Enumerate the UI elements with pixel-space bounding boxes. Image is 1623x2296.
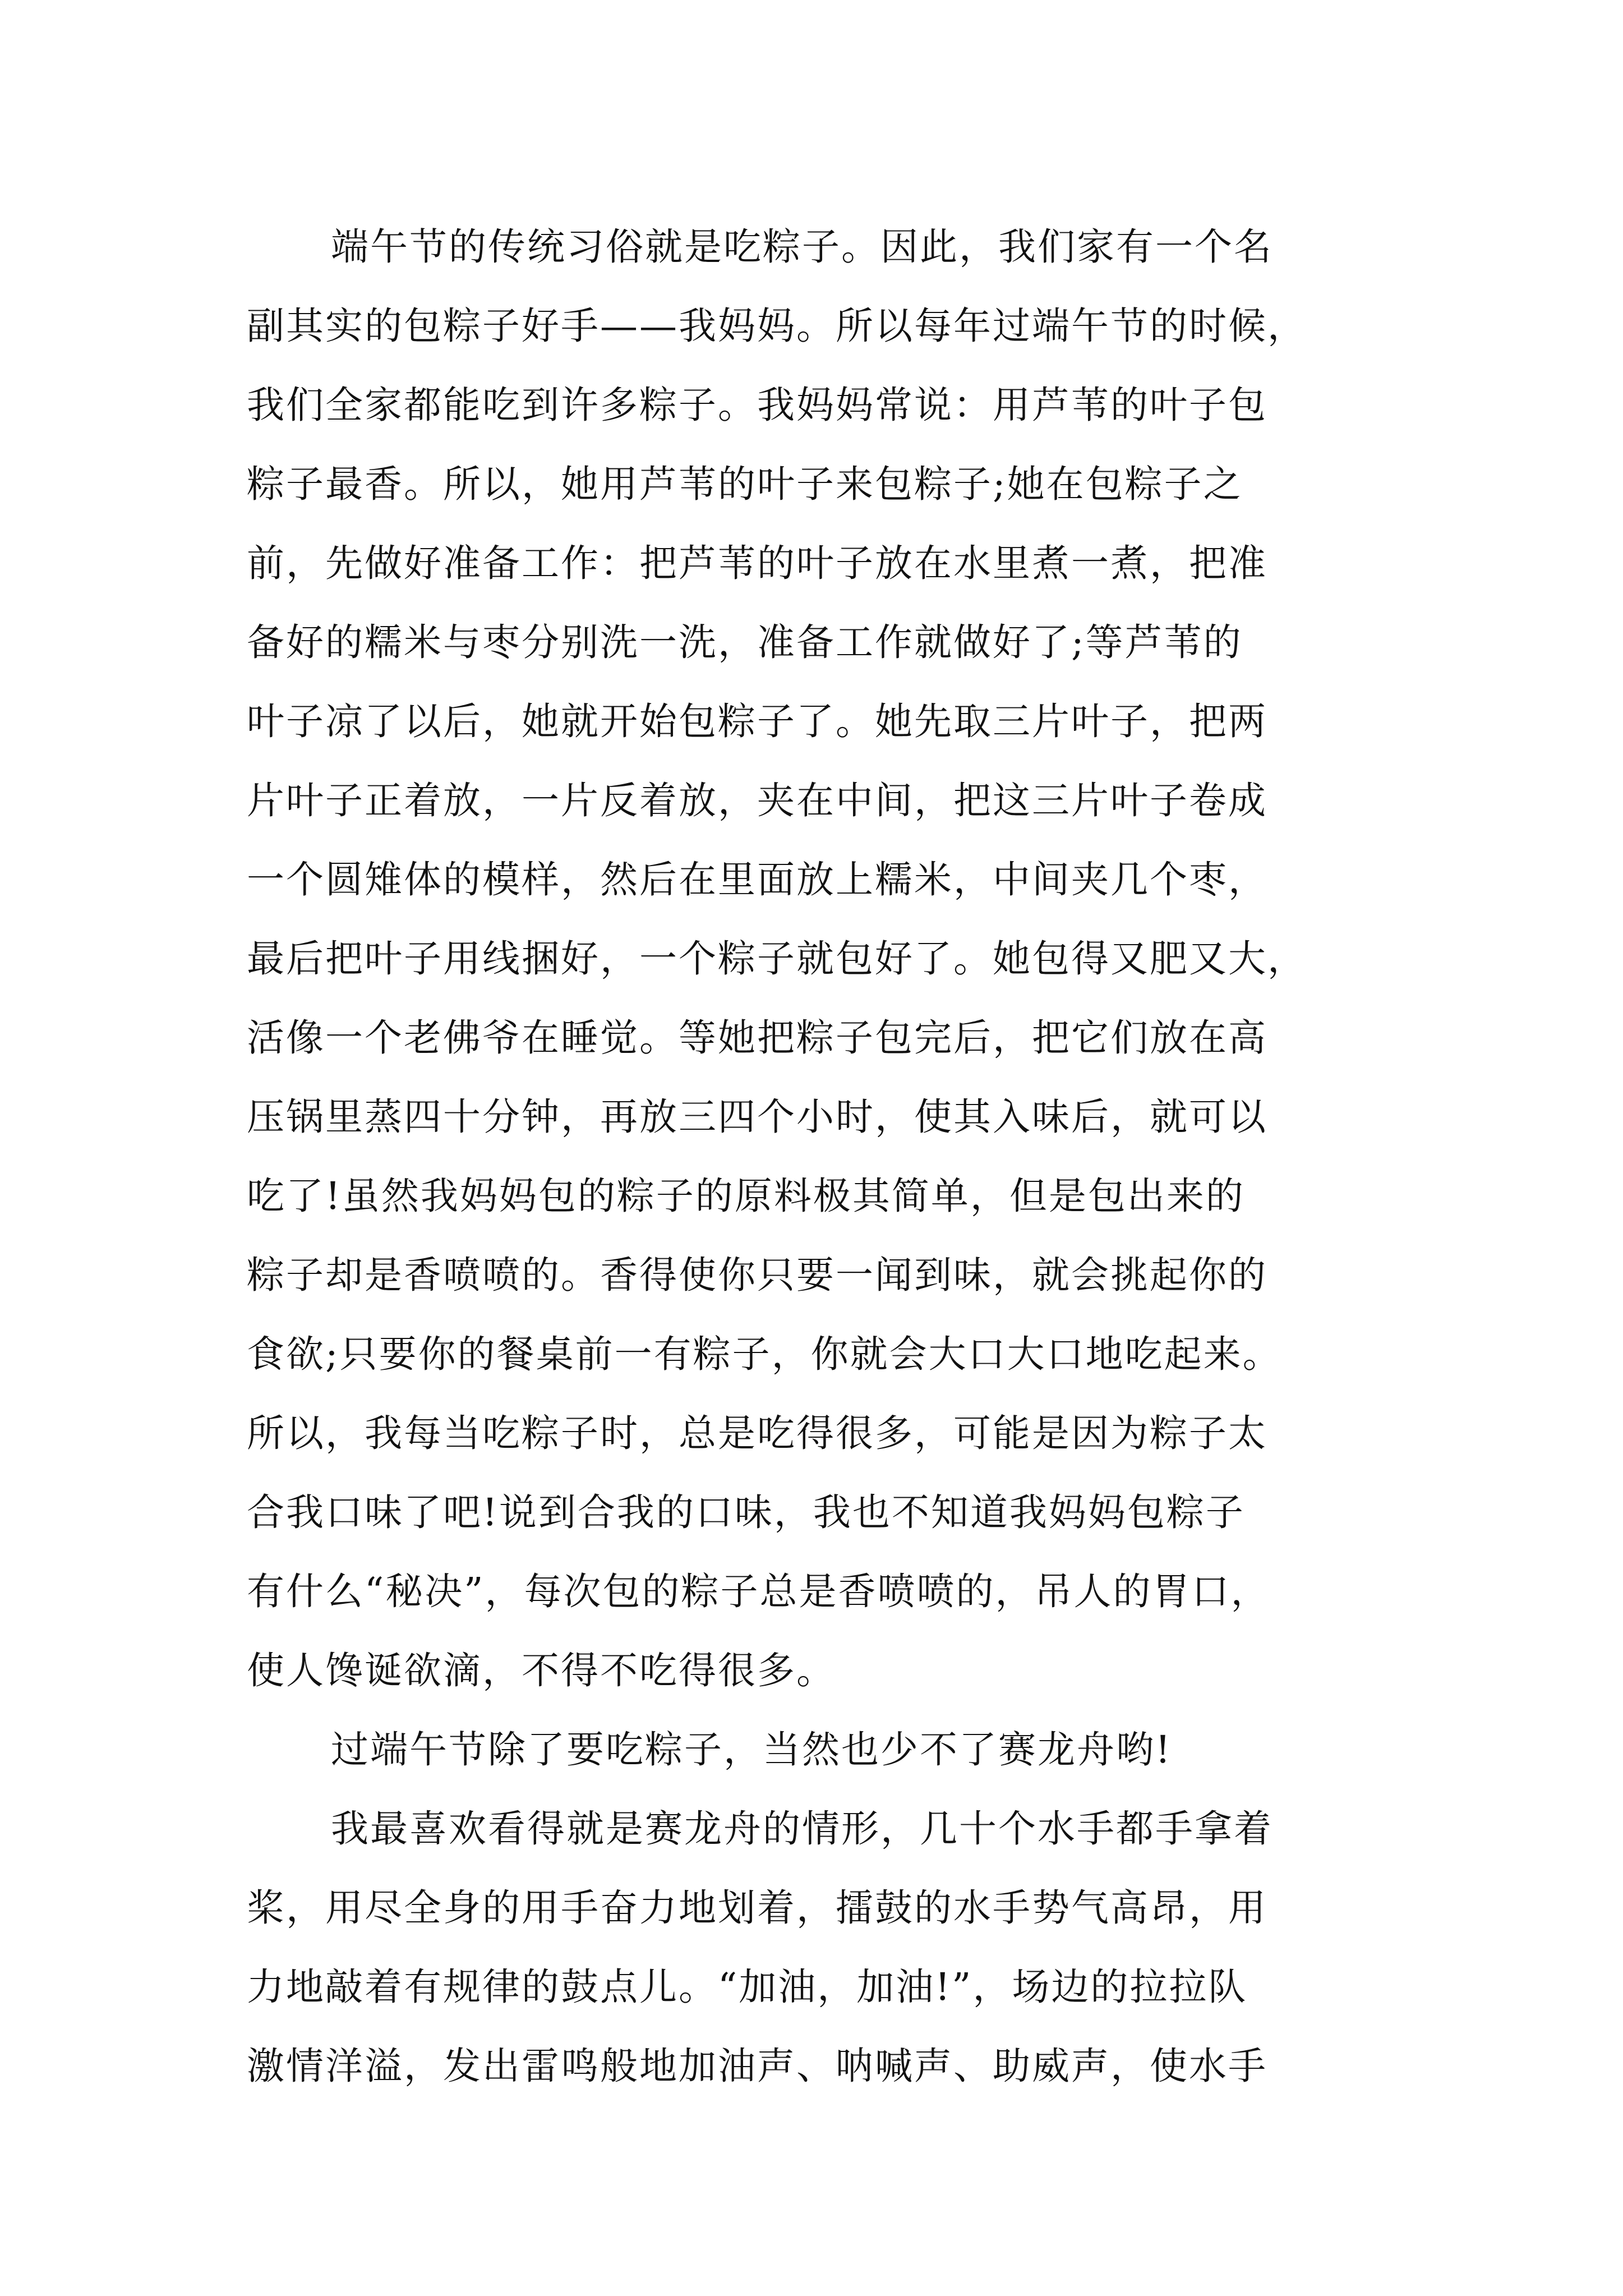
paragraph-1-line-15: 食欲;只要你的餐桌前一有粽子，你就会大口大口地吃起来。 (247, 1332, 1282, 1376)
body-text (247, 208, 1424, 2106)
paragraph-1-line-9: 一个圆雉体的模样，然后在里面放上糯米，中间夹几个枣， (247, 858, 1267, 901)
paragraph-1-line-17: 合我口味了吧!说到合我的口味，我也不知道我妈妈包粽子 (247, 1490, 1245, 1534)
paragraph-3-line-2: 桨，用尽全身的用手奋力地划着，擂鼓的水手势气高昂，用 (247, 1886, 1267, 1930)
paragraph-3-line-3: 力地敲着有规律的鼓点儿。“加油，加油!”，场边的拉拉队 (247, 1965, 1248, 2009)
paragraph-1-line-10: 最后把叶子用线捆好，一个粽子就包好了。她包得又肥又大， (247, 937, 1307, 981)
paragraph-3-line-1: 我最喜欢看得就是赛龙舟的情形，几十个水手都手拿着 (331, 1807, 1273, 1851)
paragraph-1-line-5: 前，先做好准备工作：把芦苇的叶子放在水里煮一煮，把准 (247, 541, 1267, 585)
paragraph-1-line-7: 叶子凉了以后，她就开始包粽子了。她先取三片叶子，把两 (247, 700, 1267, 743)
paragraph-1-line-14: 粽子却是香喷喷的。香得使你只要一闻到味，就会挑起你的 (247, 1253, 1267, 1297)
paragraph-1-line-16: 所以，我每当吃粽子时，总是吃得很多，可能是因为粽子太 (247, 1411, 1267, 1455)
paragraph-1-line-18: 有什么“秘决”，每次包的粽子总是香喷喷的，吊人的胃口， (247, 1570, 1270, 1613)
paragraph-1-line-2: 副其实的包粽子好手——我妈妈。所以每年过端午节的时候， (247, 304, 1307, 348)
paragraph-1-line-3: 我们全家都能吃到许多粽子。我妈妈常说：用芦苇的叶子包 (247, 383, 1267, 427)
paragraph-1-line-13: 吃了!虽然我妈妈包的粽子的原料极其简单，但是包出来的 (247, 1174, 1245, 1218)
paragraph-1-line-12: 压锅里蒸四十分钟，再放三四个小时，使其入味后，就可以 (247, 1095, 1267, 1139)
paragraph-1-line-1: 端午节的传统习俗就是吃粽子。因此，我们家有一个名 (331, 225, 1273, 269)
paragraph-1-line-11: 活像一个老佛爷在睡觉。等她把粽子包完后，把它们放在高 (247, 1016, 1267, 1060)
paragraph-2-line-1: 过端午节除了要吃粽子，当然也少不了赛龙舟哟! (331, 1728, 1172, 1772)
paragraph-3-line-4: 激情洋溢，发出雷鸣般地加油声、呐喊声、助威声，使水手 (247, 2044, 1267, 2088)
paragraph-1-line-19: 使人馋诞欲滴，不得不吃得很多。 (247, 1649, 836, 1692)
paragraph-1-line-6: 备好的糯米与枣分别洗一洗，准备工作就做好了;等芦苇的 (247, 620, 1243, 664)
paragraph-1-line-8: 片叶子正着放，一片反着放，夹在中间，把这三片叶子卷成 (247, 779, 1267, 822)
paragraph-1-line-4: 粽子最香。所以，她用芦苇的叶子来包粽子;她在包粽子之 (247, 462, 1243, 506)
